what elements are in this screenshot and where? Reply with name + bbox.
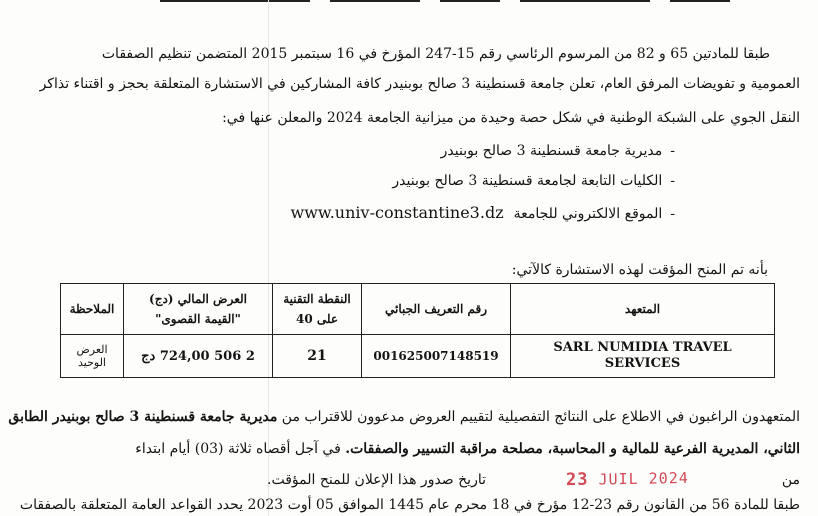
bullet-text: مديرية جامعة قسنطينة 3 صالح بوبنيدر: [440, 143, 663, 159]
header-bidder: المتعهد: [511, 284, 775, 335]
para2-line2: الثاني، المديرية الفرعية للمالية و المحاسبة، مصلحة مراقبة التسيير والصفقات. في آجل أقصاه ثلاثة (03) أيام ابتداء: [135, 441, 800, 457]
header-offer: العرض المالي (دج) "القيمة القصوى": [124, 284, 273, 335]
para1-line3: النقل الجوي على الشبكة الوطنية في شكل حصة وحيدة من ميزانية الجامعة 2024 والمعلن عنها في:: [222, 110, 800, 126]
date-stamp: 23 JUIL 2024: [565, 468, 689, 491]
header-tech-score: النقطة التقنية على 40: [273, 284, 362, 335]
para2-line3: من: [781, 472, 800, 488]
bullet-item: -الموقع الالكتروني للجامعةwww.univ-constantine3.dz: [290, 203, 675, 222]
header-tax-id: رقم التعريف الجبائي: [362, 284, 511, 335]
para1-line1: طبقا للمادتين 65 و 82 من المرسوم الرئاسي رقم 15-247 المؤرخ في 16 سبتمبر 2015 المتضمن تنظيم الصفقات: [101, 46, 770, 62]
table-header-row: [61, 284, 775, 335]
para2-line3-rest: تاريخ صدور هذا الإعلان للمنح المؤقت.: [267, 472, 486, 488]
bullet-item: -الكليات التابعة لجامعة قسنطينة 3 صالح بوبنيدر: [392, 173, 675, 189]
bullet-text: الموقع الالكتروني للجامعة: [513, 206, 663, 222]
cell-tech-score: 21: [273, 335, 362, 378]
cell-offer: 2 506 724,00 دج: [124, 335, 273, 378]
para3-line1: طبقا للمادة 56 من القانون رقم 23-12 مؤرخ في 18 محرم عام 1445 الموافق 05 أوت 2023 يحدد القواعد العامة المتعلقة بالصفقات: [19, 497, 800, 513]
table-row: [61, 335, 775, 378]
cell-bidder: SARL NUMIDIA TRAVEL SERVICES: [511, 335, 775, 378]
table-intro: بأنه تم المنح المؤقت لهذه الاستشارة كالآتي:: [511, 262, 768, 278]
cut-off-top-line: [0, 0, 818, 4]
award-table: [60, 283, 775, 378]
cell-tax-id: 001625007148519: [362, 335, 511, 378]
header-note: الملاحظة: [61, 284, 124, 335]
para2-line1: المتعهدون الراغبون في الاطلاع على النتائج التفصيلية لتقييم العروض مدعوون للاقتراب من مديرية جامعة قسنطينة 3 صالح بوبنيدر الطابق: [8, 409, 800, 425]
bullet-item: -مديرية جامعة قسنطينة 3 صالح بوبنيدر: [440, 143, 675, 159]
cell-note: العرض الوحيد: [61, 335, 124, 378]
university-url[interactable]: www.univ-constantine3.dz: [290, 203, 504, 222]
bullet-text: الكليات التابعة لجامعة قسنطينة 3 صالح بوبنيدر: [392, 173, 663, 189]
para1-line2: العمومية و تفويضات المرفق العام، تعلن جامعة قسنطينة 3 صالح بوبنيدر كافة المشاركين في الاستشارة المتعلقة بحجز و اقتناء تذاكر: [39, 76, 800, 92]
